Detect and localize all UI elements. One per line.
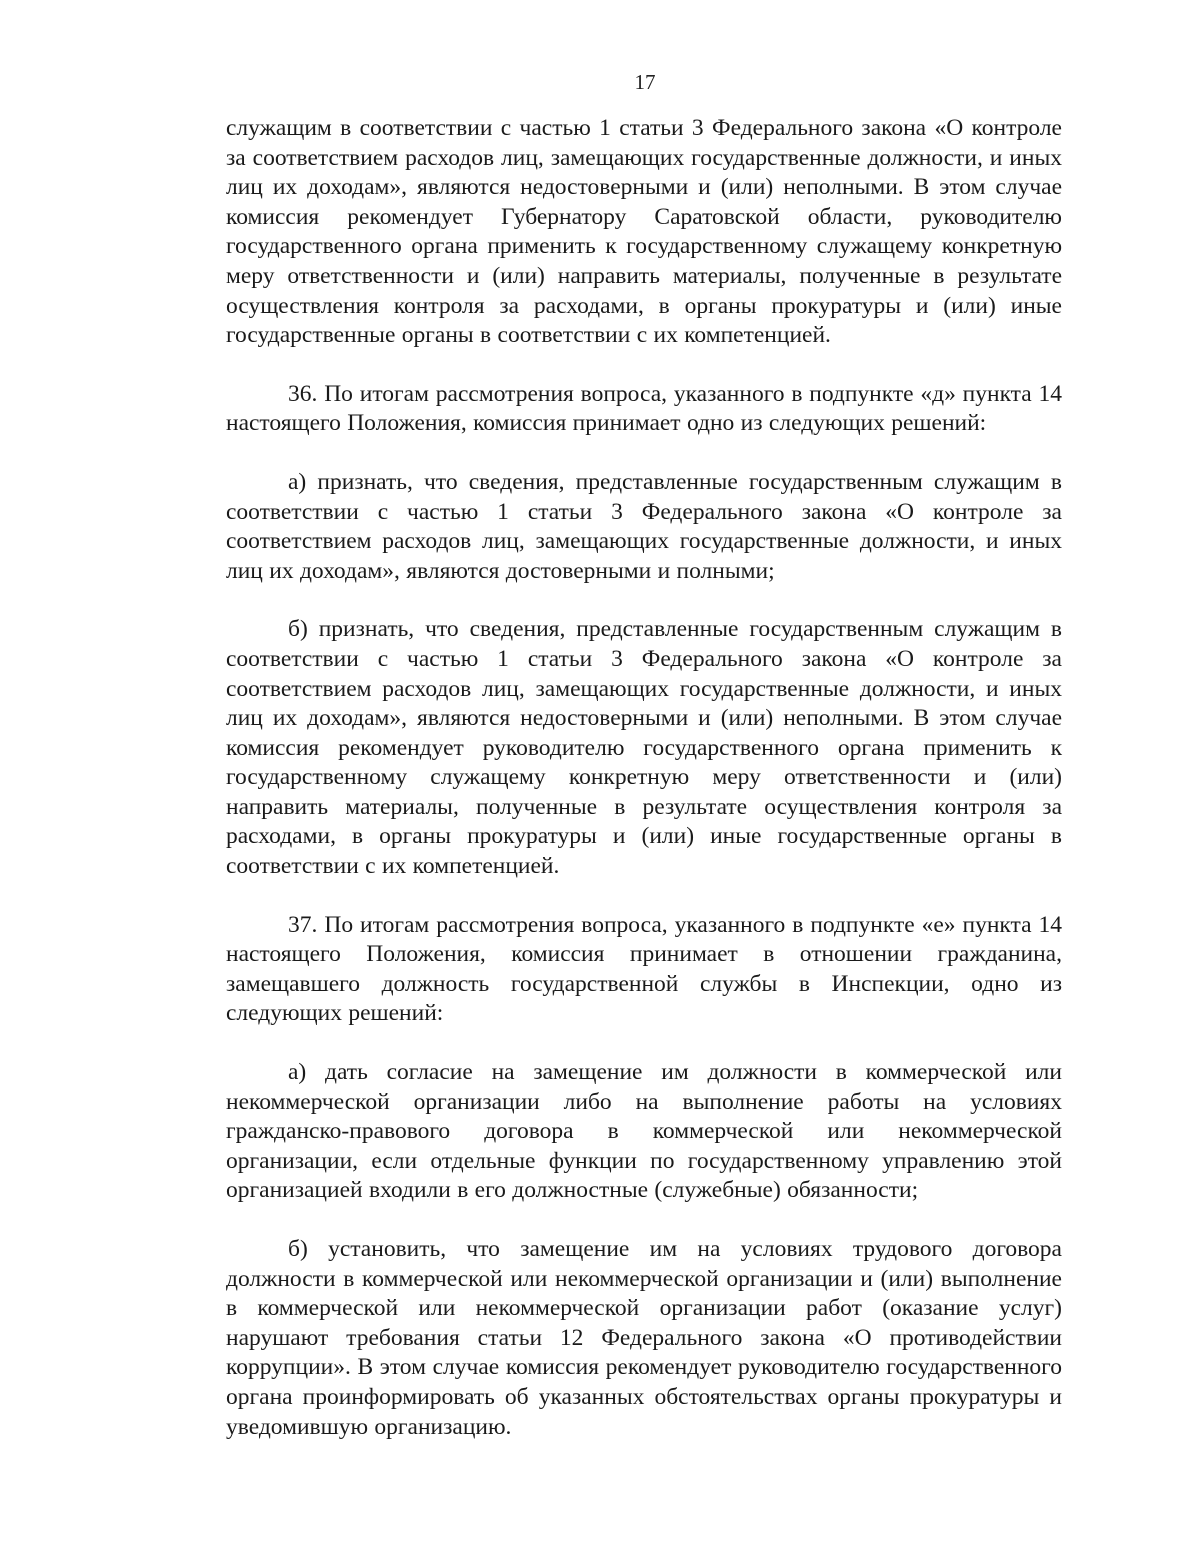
paragraph-item-36-a: а) признать, что сведения, представленные государственным служащим в соответствии с частью 1 статьи 3 Федерального закона «О контроле за соответствием расходов лиц, замещающих государственные должности, и иных лиц их доходам», являются достоверными и полными;	[226, 468, 1062, 584]
page-number: 17	[634, 70, 656, 94]
paragraph-item-36: 36. По итогам рассмотрения вопроса, указанного в подпункте «д» пункта 14 настоящего Положения, комиссия принимает одно из следующих решений:	[226, 380, 1062, 437]
paragraph-item-37-a: а) дать согласие на замещение им должности в коммерческой или некоммерческой организации либо на выполнение работы на условиях гражданско-правового договора в коммерческой или некоммерческой организации, если отдельные функции по государственному управлению этой организацией входили в его должностные (служебные) обязанности;	[226, 1059, 1062, 1204]
paragraph-item-37-b: б) установить, что замещение им на условиях трудового договора должности в коммерческой или некоммерческой организации и (или) выполнение в коммерческой или некоммерческой организации работ (оказание услуг) нарушают требования статьи 12 Федерального закона «О противодействии коррупции». В этом случае комиссия рекомендует руководителю государственного органа проинформировать об указанных обстоятельствах органы прокуратуры и уведомившую организацию.	[226, 1236, 1062, 1440]
document-body	[226, 114, 1062, 1442]
paragraph-item-37: 37. По итогам рассмотрения вопроса, указанного в подпункте «е» пункта 14 настоящего Положения, комиссия принимает в отношении гражданина, замещавшего должность государственной службы в Инспекции, одно из следующих решений:	[226, 911, 1062, 1027]
paragraph-continuation: служащим в соответствии с частью 1 статьи 3 Федерального закона «О контроле за соответствием расходов лиц, замещающих государственные должности, и иных лиц их доходам», являются недостоверными и (или) неполными. В этом случае комиссия рекомендует Губернатору Саратовской области, руководителю государственного органа применить к государственному служащему конкретную меру ответственности и (или) направить материалы, полученные в результате осуществления контроля за расходами, в органы прокуратуры и (или) иные государственные органы в соответствии с их компетенцией.	[226, 115, 1062, 349]
paragraph-item-36-b: б) признать, что сведения, представленные государственным служащим в соответствии с частью 1 статьи 3 Федерального закона «О контроле за соответствием расходов лиц, замещающих государственные должности, и иных лиц их доходам», являются недостоверными и (или) неполными. В этом случае комиссия рекомендует руководителю государственного органа применить к государственному служащему конкретную меру ответственности и (или) направить материалы, полученные в результате осуществления контроля за расходами, в органы прокуратуры и (или) иные государственные органы в соответствии с их компетенцией.	[226, 616, 1062, 880]
